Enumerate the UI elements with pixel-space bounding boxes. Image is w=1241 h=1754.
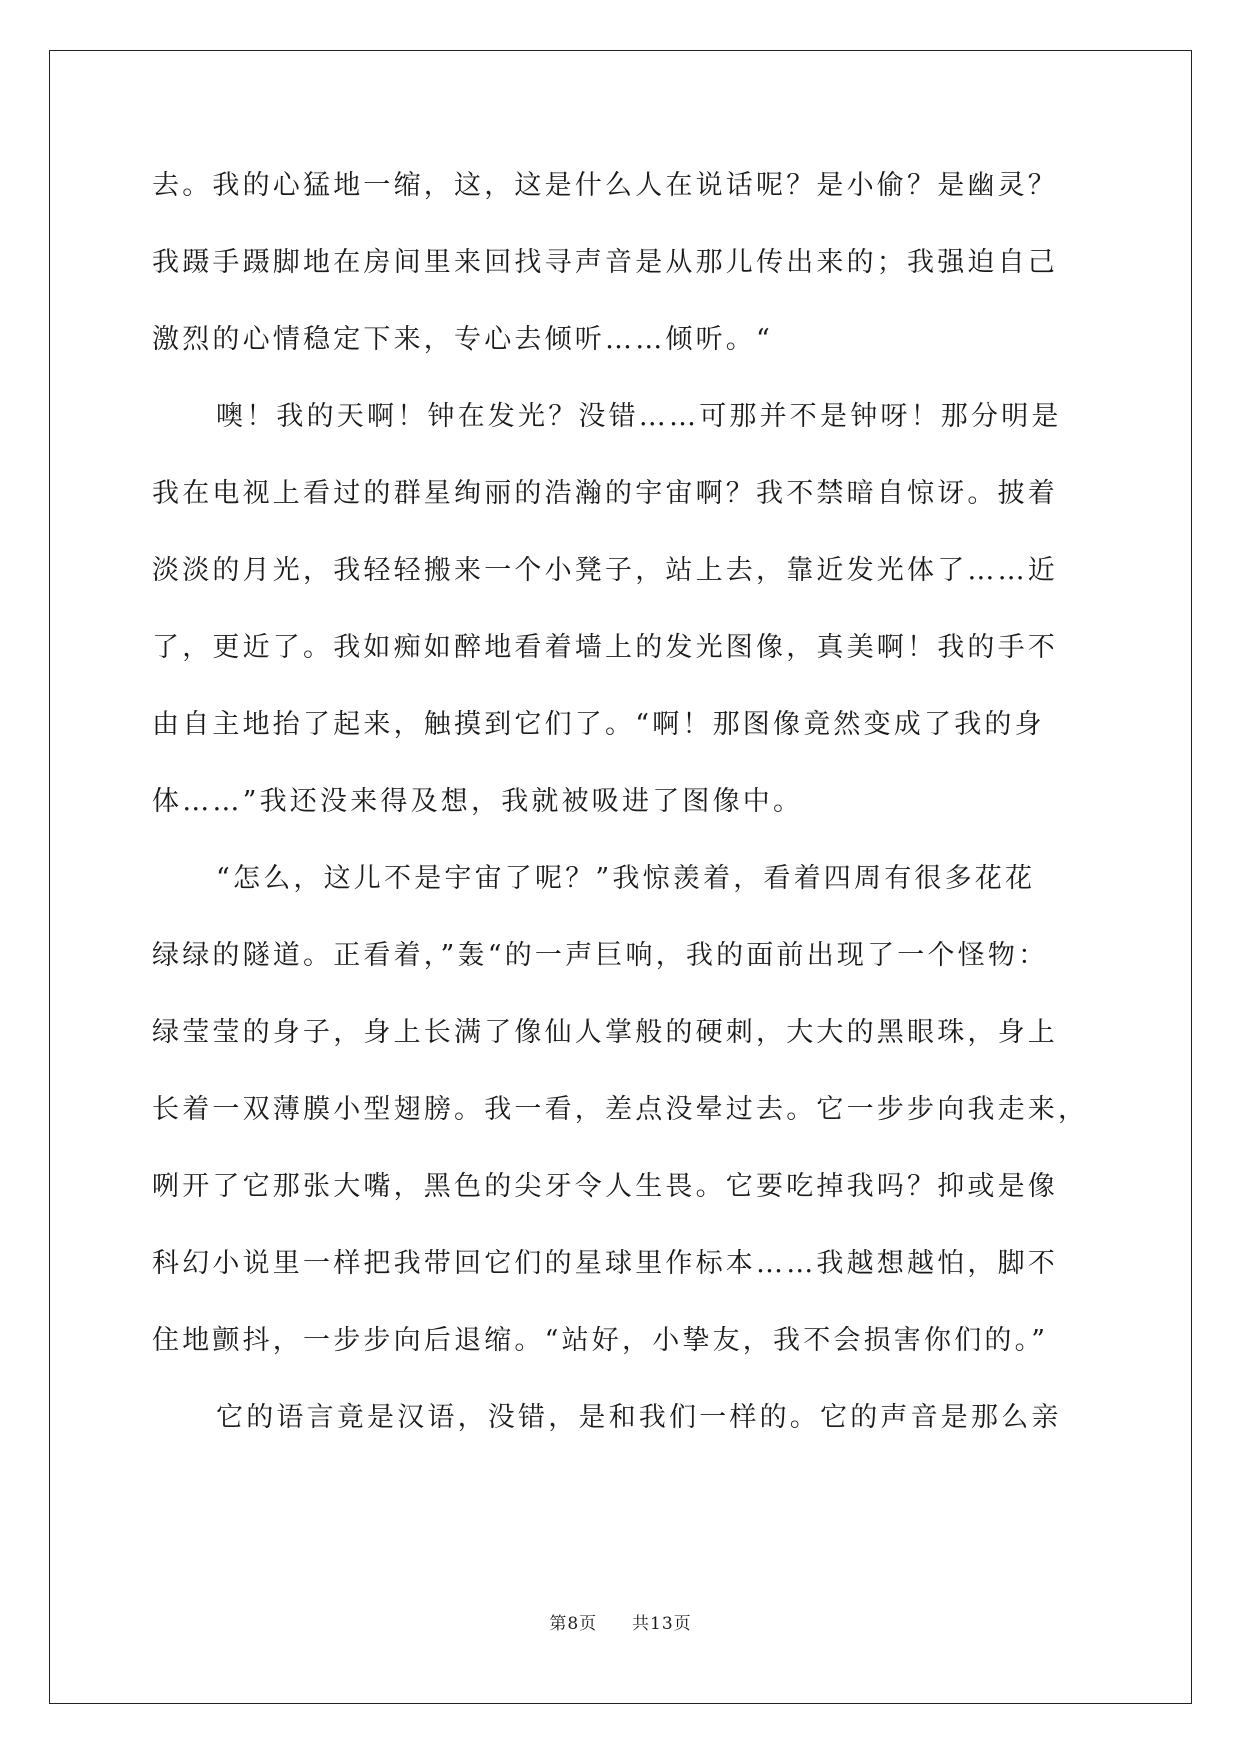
page-footer — [0, 1609, 1241, 1634]
text-line: 噢！我的天啊！钟在发光？没错……可那并不是钟呀！那分明是 — [216, 401, 1062, 432]
text-line: 我在电视上看过的群星绚丽的浩瀚的宇宙啊？我不禁暗自惊讶。披着 — [152, 478, 1058, 509]
text-line: 绿绿的隧道。正看着，”轰“的一声巨响，我的面前出现了一个怪物： — [152, 940, 1049, 971]
text-line: 体……”我还没来得及想，我就被吸进了图像中。 — [152, 786, 804, 817]
page-number: 第8页 — [549, 1614, 598, 1634]
text-line: 它的语言竟是汉语，没错，是和我们一样的。它的声音是那么亲 — [216, 1402, 1062, 1433]
text-line: 我蹑手蹑脚地在房间里来回找寻声音是从那儿传出来的；我强迫自己 — [152, 247, 1058, 278]
text-line: “怎么，这儿不是宇宙了呢？”我惊羡着，看着四周有很多花花 — [216, 863, 1036, 894]
text-line: 科幻小说里一样把我带回它们的星球里作标本……我越想越怕，脚不 — [152, 1248, 1058, 1279]
text-line: 由自主地抬了起来，触摸到它们了。“啊！那图像竟然变成了我的身 — [152, 709, 1045, 740]
text-line: 绿莹莹的身子，身上长满了像仙人掌般的硬刺，大大的黑眼珠，身上 — [152, 1017, 1058, 1048]
text-line: 住地颤抖，一步步向后退缩。“站好，小挚友，我不会损害你们的。” — [152, 1325, 1049, 1356]
page-total: 共13页 — [632, 1614, 692, 1634]
text-line: 淡淡的月光，我轻轻搬来一个小凳子，站上去，靠近发光体了……近 — [152, 555, 1058, 586]
text-line: 长着一双薄膜小型翅膀。我一看，差点没晕过去。它一步步向我走来， — [152, 1094, 1089, 1125]
document-body — [152, 158, 1092, 1467]
text-line: 咧开了它那张大嘴，黑色的尖牙令人生畏。它要吃掉我吗？抑或是像 — [152, 1171, 1058, 1202]
text-line: 激烈的心情稳定下来，专心去倾听……倾听。“ — [152, 324, 774, 355]
text-line: 了，更近了。我如痴如醉地看着墙上的发光图像，真美啊！我的手不 — [152, 632, 1058, 663]
text-line: 去。我的心猛地一缩，这，这是什么人在说话呢？是小偷？是幽灵？ — [152, 170, 1058, 201]
